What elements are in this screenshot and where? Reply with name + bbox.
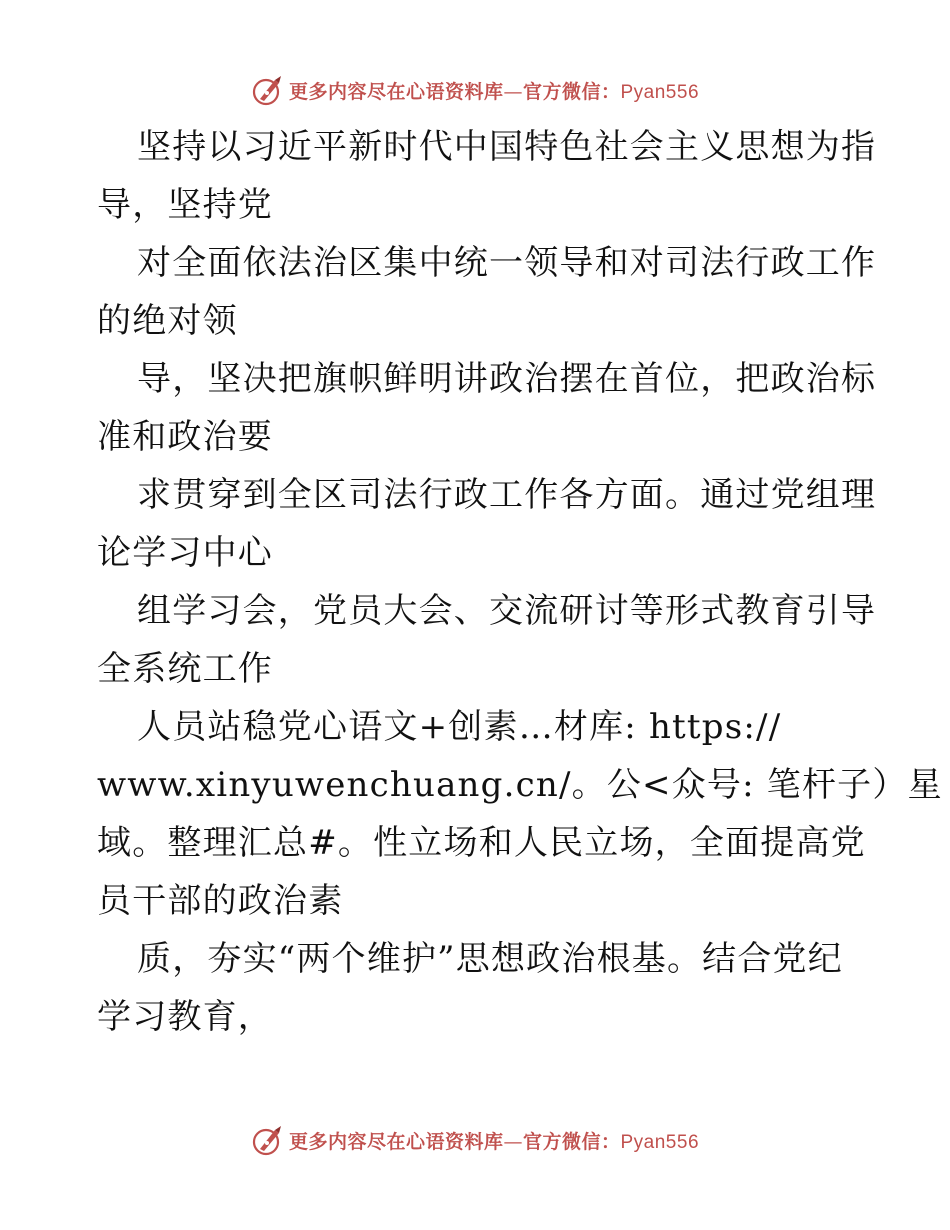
body-line: 域。整理汇总#。性立场和人民立场，全面提高党 bbox=[97, 823, 866, 863]
body-line: 导，坚决把旗帜鲜明讲政治摆在首位，把政治标 bbox=[137, 359, 877, 399]
body-line-link: 人员站稳党心语文+创素…材库: https:// bbox=[137, 707, 782, 747]
header-banner bbox=[0, 70, 950, 110]
footer-separator: — bbox=[503, 1130, 523, 1153]
footer-brand: 更多内容尽在心语资料库 bbox=[288, 1130, 504, 1153]
body-line: 准和政治要 bbox=[97, 417, 273, 457]
body-line: 质，夯实“两个维护”思想政治根基。结合党纪 bbox=[137, 939, 843, 979]
body-line: 求贯穿到全区司法行政工作各方面。通过党组理 bbox=[137, 475, 877, 515]
header-wechat-id: Pyan556 bbox=[620, 81, 700, 103]
header-separator: — bbox=[503, 80, 523, 103]
body-line: 学习教育， bbox=[97, 997, 273, 1037]
body-line-url: www.xinyuwenchuang.cn/。公<众号: 笔杆子）星 bbox=[97, 765, 943, 805]
quill-pen-logo-icon bbox=[251, 73, 285, 107]
document-body bbox=[97, 118, 943, 1046]
body-line: 全系统工作 bbox=[97, 649, 273, 689]
body-line: 组学习会，党员大会、交流研讨等形式教育引导 bbox=[137, 591, 877, 631]
header-brand-text bbox=[289, 77, 699, 104]
body-line: 对全面依法治区集中统一领导和对司法行政工作 bbox=[137, 243, 877, 283]
quill-pen-logo-icon bbox=[251, 1123, 285, 1157]
footer-wechat-label: 官方微信： bbox=[522, 1130, 621, 1153]
body-line: 导，坚持党 bbox=[97, 185, 273, 225]
footer-brand-text bbox=[289, 1127, 699, 1154]
body-line: 坚持以习近平新时代中国特色社会主义思想为指 bbox=[137, 127, 877, 167]
body-line: 论学习中心 bbox=[97, 533, 273, 573]
header-wechat-label: 官方微信： bbox=[522, 80, 621, 103]
body-line: 员干部的政治素 bbox=[97, 881, 344, 921]
header-brand: 更多内容尽在心语资料库 bbox=[288, 80, 504, 103]
footer-wechat-id: Pyan556 bbox=[620, 1131, 700, 1153]
body-line: 的绝对领 bbox=[97, 301, 238, 341]
footer-banner bbox=[0, 1120, 950, 1160]
